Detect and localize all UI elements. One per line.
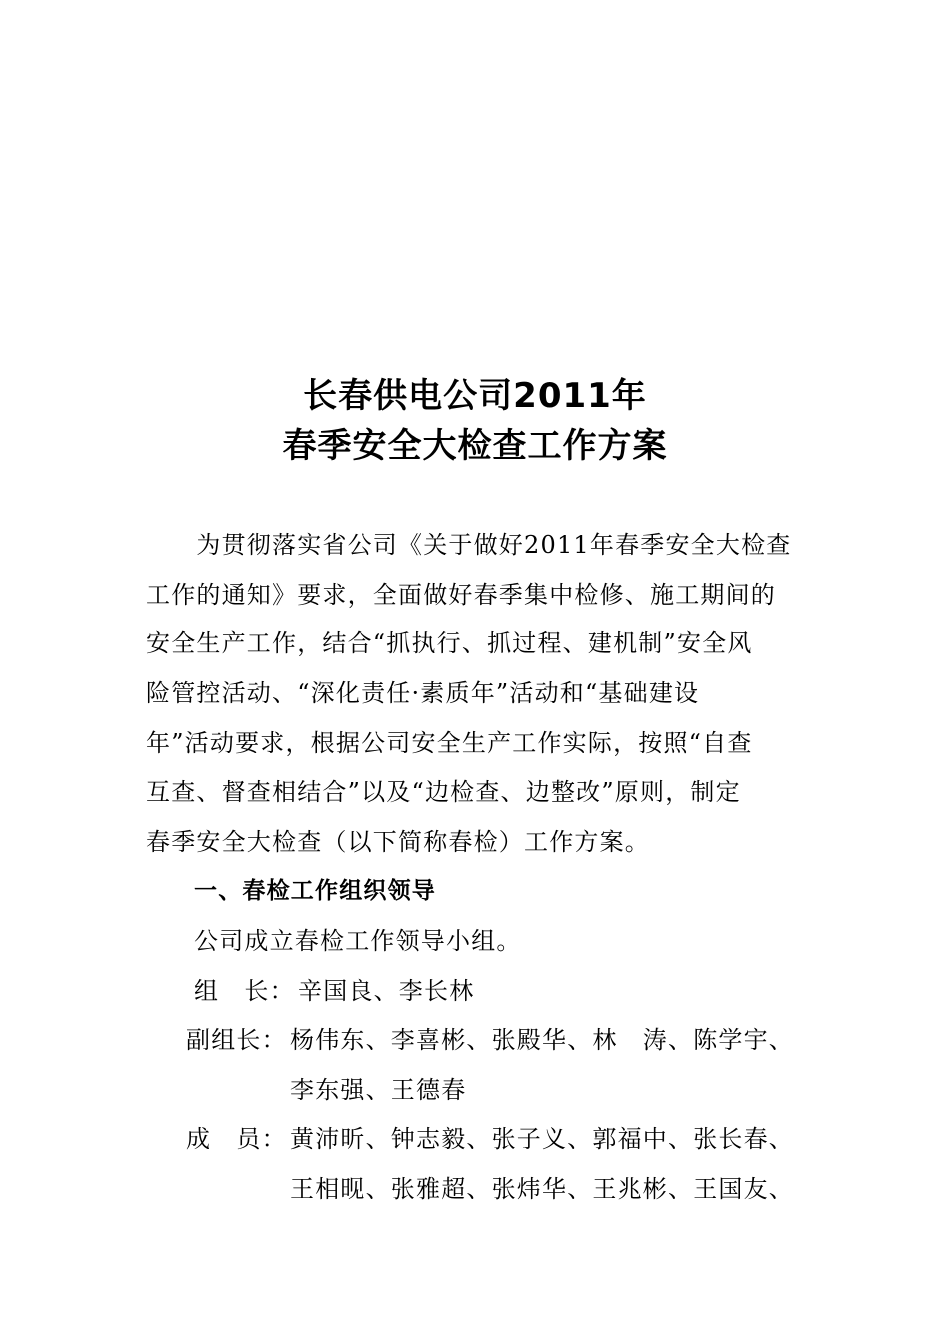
document-title-line2: 春季安全大检查工作方案: [282, 426, 668, 466]
deputy-names-line1: 杨伟东、李喜彬、张殿华、林 涛、陈学宇、: [290, 1026, 794, 1054]
intro-line: 工作的通知》要求，全面做好春季集中检修、施工期间的: [146, 581, 776, 609]
document-title-line1: 长春供电公司2011年: [303, 376, 647, 416]
intro-line: 为贯彻落实省公司《关于做好2011年春季安全大检查: [146, 531, 792, 559]
intro-line: 险管控活动、“深化责任·素质年”活动和“基础建设: [146, 679, 700, 707]
section-intro: 公司成立春检工作领导小组。: [194, 927, 522, 955]
member-label: 成 员：: [186, 1125, 287, 1153]
member-names-line2: 王相𬀪、张雅超、张炜华、王兆彬、王国友、: [290, 1175, 794, 1203]
member-names-line1: 黄沛昕、钟志毅、张子义、郭福中、张长春、: [290, 1125, 794, 1153]
leader-names: 辛国良、李长林: [298, 977, 475, 1005]
deputy-names-line2: 李东强、王德春: [290, 1076, 467, 1104]
intro-line: 年”活动要求，根据公司安全生产工作实际，按照“自查: [146, 729, 753, 757]
intro-line: 春季安全大检查（以下简称春检）工作方案。: [146, 828, 650, 856]
section-heading: 一、春检工作组织领导: [194, 878, 436, 904]
intro-line: 安全生产工作，结合“抓执行、抓过程、建机制”安全风: [146, 629, 753, 657]
leader-label: 组 长：: [194, 977, 295, 1005]
intro-line: 互查、督查相结合”以及“边检查、边整改”原则，制定: [146, 778, 741, 806]
deputy-label: 副组长：: [186, 1026, 287, 1054]
